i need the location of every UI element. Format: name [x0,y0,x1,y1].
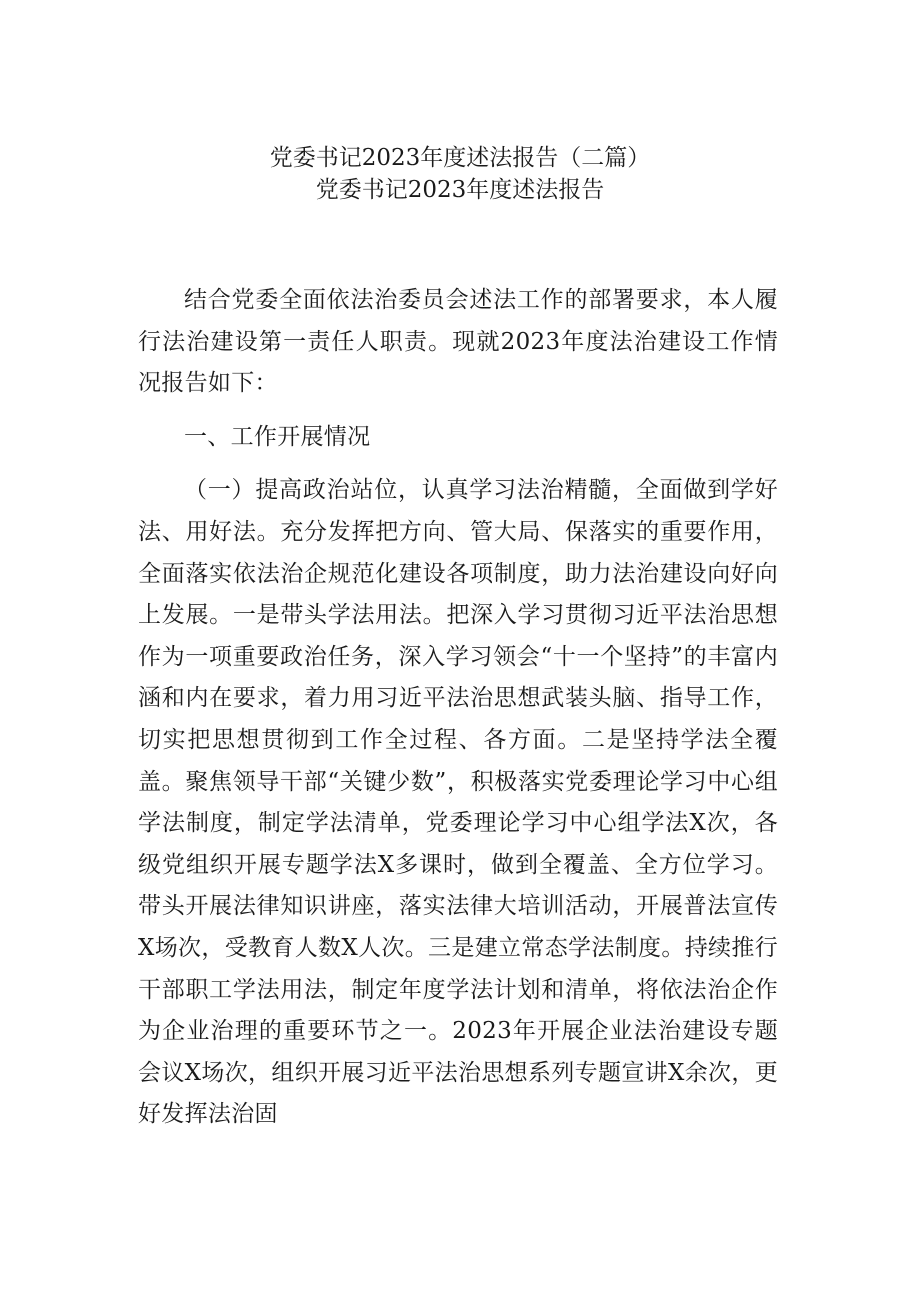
title-block [0,142,920,206]
body-paragraph: （一）提高政治站位，认真学习法治精髓，全面做到学好法、用好法。充分发挥把方向、管大局、保落实的重要作用，全面落实依法治企规范化建设各项制度，助力法治建设向好向上发展。一是带头学法用法。把深入学习贯彻习近平法治思想作为一项重要政治任务，深入学习领会“十一个坚持”的丰富内涵和内在要求，着力用习近平法治思想武装头脑、指导工作，切实把思想贯彻到工作全过程、各方面。二是坚持学法全覆盖。聚焦领导干部“关键少数”，积极落实党委理论学习中心组学法制度，制定学法清单，党委理论学习中心组学法X次，各级党组织开展专题学法X多课时，做到全覆盖、全方位学习。带头开展法律知识讲座，落实法律大培训活动，开展普法宣传X场次，受教育人数X人次。三是建立常态学法制度。持续推行干部职工学法用法，制定年度学法计划和清单，将依法治企作为企业治理的重要环节之一。2023年开展企业法治建设专题会议X场次，组织开展习近平法治思想系列专题宣讲X余次，更好发挥法治固 [138,477,778,1128]
document-title: 党委书记2023年度述法报告（二篇） [269,145,651,171]
document-subtitle: 党委书记2023年度述法报告 [315,177,605,203]
section-heading: 一、工作开展情况 [184,423,371,450]
intro-paragraph: 结合党委全面依法治委员会述法工作的部署要求，本人履行法治建设第一责任人职责。现就2023年度法治建设工作情况报告如下： [138,287,778,397]
document-body [138,280,778,1136]
